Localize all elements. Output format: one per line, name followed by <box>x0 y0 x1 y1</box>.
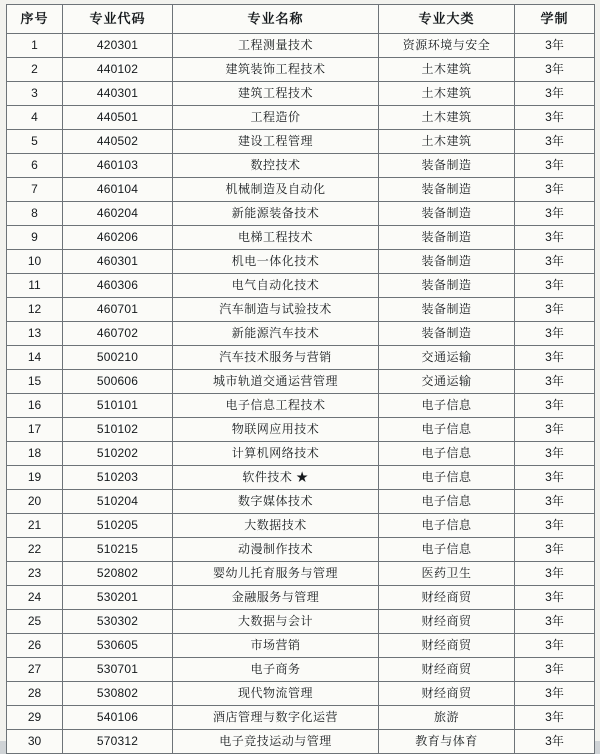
cell-years: 3年 <box>515 658 595 682</box>
table-row <box>7 658 595 682</box>
cell-index: 14 <box>7 346 63 370</box>
cell-name: 数控技术 <box>173 154 379 178</box>
cell-years: 3年 <box>515 298 595 322</box>
cell-years: 3年 <box>515 274 595 298</box>
cell-code: 570312 <box>63 730 173 754</box>
cell-years: 3年 <box>515 634 595 658</box>
table-row <box>7 394 595 418</box>
cell-index: 19 <box>7 466 63 490</box>
cell-years: 3年 <box>515 82 595 106</box>
table-row <box>7 610 595 634</box>
cell-name: 建设工程管理 <box>173 130 379 154</box>
cell-index: 16 <box>7 394 63 418</box>
cell-category: 电子信息 <box>379 514 515 538</box>
table-row <box>7 586 595 610</box>
table-row <box>7 418 595 442</box>
cell-category: 装备制造 <box>379 298 515 322</box>
cell-years: 3年 <box>515 322 595 346</box>
table-row <box>7 34 595 58</box>
cell-category: 交通运输 <box>379 370 515 394</box>
column-header-category: 专业大类 <box>379 5 515 34</box>
column-header-code: 专业代码 <box>63 5 173 34</box>
table-row <box>7 106 595 130</box>
cell-years: 3年 <box>515 370 595 394</box>
column-header-name: 专业名称 <box>173 5 379 34</box>
table-row <box>7 634 595 658</box>
majors-table <box>6 4 595 754</box>
table-row <box>7 370 595 394</box>
cell-category: 电子信息 <box>379 490 515 514</box>
cell-code: 520802 <box>63 562 173 586</box>
cell-category: 土木建筑 <box>379 82 515 106</box>
cell-category: 财经商贸 <box>379 634 515 658</box>
table-header <box>7 5 595 34</box>
cell-name: 电梯工程技术 <box>173 226 379 250</box>
cell-code: 440502 <box>63 130 173 154</box>
cell-category: 土木建筑 <box>379 130 515 154</box>
cell-code: 460702 <box>63 322 173 346</box>
cell-index: 4 <box>7 106 63 130</box>
cell-code: 530701 <box>63 658 173 682</box>
cell-category: 医药卫生 <box>379 562 515 586</box>
cell-name: 大数据与会计 <box>173 610 379 634</box>
cell-name: 电子信息工程技术 <box>173 394 379 418</box>
cell-name: 物联网应用技术 <box>173 418 379 442</box>
cell-name: 动漫制作技术 <box>173 538 379 562</box>
cell-index: 30 <box>7 730 63 754</box>
cell-index: 1 <box>7 34 63 58</box>
cell-index: 28 <box>7 682 63 706</box>
cell-index: 21 <box>7 514 63 538</box>
cell-index: 8 <box>7 202 63 226</box>
cell-name: 电子商务 <box>173 658 379 682</box>
cell-index: 22 <box>7 538 63 562</box>
cell-code: 530201 <box>63 586 173 610</box>
cell-years: 3年 <box>515 706 595 730</box>
table-row <box>7 538 595 562</box>
cell-years: 3年 <box>515 586 595 610</box>
cell-category: 电子信息 <box>379 418 515 442</box>
column-header-index: 序号 <box>7 5 63 34</box>
cell-name: 酒店管理与数字化运营 <box>173 706 379 730</box>
cell-years: 3年 <box>515 562 595 586</box>
table-row <box>7 490 595 514</box>
cell-index: 20 <box>7 490 63 514</box>
table-row <box>7 346 595 370</box>
cell-category: 装备制造 <box>379 154 515 178</box>
cell-category: 电子信息 <box>379 538 515 562</box>
cell-code: 530302 <box>63 610 173 634</box>
cell-category: 装备制造 <box>379 226 515 250</box>
table-row <box>7 202 595 226</box>
cell-index: 24 <box>7 586 63 610</box>
cell-years: 3年 <box>515 346 595 370</box>
table-row <box>7 274 595 298</box>
cell-code: 460306 <box>63 274 173 298</box>
cell-years: 3年 <box>515 730 595 754</box>
table-row <box>7 250 595 274</box>
cell-years: 3年 <box>515 154 595 178</box>
cell-code: 500606 <box>63 370 173 394</box>
cell-code: 510205 <box>63 514 173 538</box>
cell-name: 大数据技术 <box>173 514 379 538</box>
cell-index: 5 <box>7 130 63 154</box>
cell-code: 440501 <box>63 106 173 130</box>
cell-code: 460204 <box>63 202 173 226</box>
cell-years: 3年 <box>515 442 595 466</box>
cell-years: 3年 <box>515 58 595 82</box>
cell-category: 旅游 <box>379 706 515 730</box>
cell-index: 7 <box>7 178 63 202</box>
table-row <box>7 298 595 322</box>
cell-years: 3年 <box>515 682 595 706</box>
cell-name: 建筑工程技术 <box>173 82 379 106</box>
cell-name: 电子竞技运动与管理 <box>173 730 379 754</box>
cell-category: 财经商贸 <box>379 586 515 610</box>
table-row <box>7 58 595 82</box>
cell-index: 25 <box>7 610 63 634</box>
cell-index: 3 <box>7 82 63 106</box>
cell-code: 540106 <box>63 706 173 730</box>
cell-name: 汽车制造与试验技术 <box>173 298 379 322</box>
cell-category: 装备制造 <box>379 250 515 274</box>
cell-category: 电子信息 <box>379 466 515 490</box>
cell-category: 财经商贸 <box>379 610 515 634</box>
table-row <box>7 154 595 178</box>
cell-index: 12 <box>7 298 63 322</box>
cell-years: 3年 <box>515 418 595 442</box>
cell-years: 3年 <box>515 514 595 538</box>
cell-name: 工程造价 <box>173 106 379 130</box>
cell-index: 26 <box>7 634 63 658</box>
cell-name: 软件技术 ★ <box>173 466 379 490</box>
cell-years: 3年 <box>515 34 595 58</box>
cell-code: 500210 <box>63 346 173 370</box>
cell-name: 建筑装饰工程技术 <box>173 58 379 82</box>
cell-years: 3年 <box>515 394 595 418</box>
table-row <box>7 82 595 106</box>
table-row <box>7 562 595 586</box>
cell-years: 3年 <box>515 250 595 274</box>
cell-years: 3年 <box>515 226 595 250</box>
cell-index: 18 <box>7 442 63 466</box>
cell-years: 3年 <box>515 106 595 130</box>
cell-category: 资源环境与安全 <box>379 34 515 58</box>
cell-name: 工程测量技术 <box>173 34 379 58</box>
cell-category: 财经商贸 <box>379 658 515 682</box>
cell-code: 530605 <box>63 634 173 658</box>
table-row <box>7 178 595 202</box>
cell-index: 11 <box>7 274 63 298</box>
table-row <box>7 322 595 346</box>
cell-code: 460206 <box>63 226 173 250</box>
cell-code: 510203 <box>63 466 173 490</box>
cell-years: 3年 <box>515 610 595 634</box>
cell-category: 装备制造 <box>379 202 515 226</box>
table-row <box>7 682 595 706</box>
table-row <box>7 130 595 154</box>
table-row <box>7 730 595 754</box>
cell-code: 440301 <box>63 82 173 106</box>
cell-name: 金融服务与管理 <box>173 586 379 610</box>
cell-code: 530802 <box>63 682 173 706</box>
cell-code: 460104 <box>63 178 173 202</box>
cell-name: 电气自动化技术 <box>173 274 379 298</box>
cell-index: 9 <box>7 226 63 250</box>
table-row <box>7 226 595 250</box>
table-header-row <box>7 5 595 34</box>
cell-code: 510204 <box>63 490 173 514</box>
cell-category: 土木建筑 <box>379 106 515 130</box>
cell-category: 装备制造 <box>379 322 515 346</box>
cell-name: 新能源装备技术 <box>173 202 379 226</box>
cell-code: 460301 <box>63 250 173 274</box>
table-row <box>7 514 595 538</box>
cell-name: 新能源汽车技术 <box>173 322 379 346</box>
cell-code: 440102 <box>63 58 173 82</box>
cell-years: 3年 <box>515 490 595 514</box>
cell-index: 17 <box>7 418 63 442</box>
cell-code: 510102 <box>63 418 173 442</box>
table-row <box>7 442 595 466</box>
cell-index: 2 <box>7 58 63 82</box>
cell-category: 电子信息 <box>379 394 515 418</box>
cell-name: 机电一体化技术 <box>173 250 379 274</box>
column-header-years: 学制 <box>515 5 595 34</box>
cell-years: 3年 <box>515 466 595 490</box>
cell-index: 27 <box>7 658 63 682</box>
cell-name: 城市轨道交通运营管理 <box>173 370 379 394</box>
cell-index: 23 <box>7 562 63 586</box>
cell-name: 现代物流管理 <box>173 682 379 706</box>
cell-index: 10 <box>7 250 63 274</box>
cell-category: 交通运输 <box>379 346 515 370</box>
cell-years: 3年 <box>515 130 595 154</box>
cell-index: 29 <box>7 706 63 730</box>
table-row <box>7 706 595 730</box>
cell-name: 婴幼儿托育服务与管理 <box>173 562 379 586</box>
cell-index: 15 <box>7 370 63 394</box>
cell-code: 510215 <box>63 538 173 562</box>
cell-name: 机械制造及自动化 <box>173 178 379 202</box>
cell-name: 市场营销 <box>173 634 379 658</box>
cell-years: 3年 <box>515 538 595 562</box>
cell-category: 装备制造 <box>379 178 515 202</box>
cell-code: 510101 <box>63 394 173 418</box>
cell-category: 财经商贸 <box>379 682 515 706</box>
cell-code: 460701 <box>63 298 173 322</box>
cell-category: 土木建筑 <box>379 58 515 82</box>
cell-category: 电子信息 <box>379 442 515 466</box>
cell-code: 460103 <box>63 154 173 178</box>
cell-name: 汽车技术服务与营销 <box>173 346 379 370</box>
cell-category: 教育与体育 <box>379 730 515 754</box>
table-row <box>7 466 595 490</box>
cell-name: 数字媒体技术 <box>173 490 379 514</box>
cell-years: 3年 <box>515 178 595 202</box>
cell-code: 420301 <box>63 34 173 58</box>
table-body <box>7 34 595 754</box>
cell-years: 3年 <box>515 202 595 226</box>
cell-name: 计算机网络技术 <box>173 442 379 466</box>
cell-code: 510202 <box>63 442 173 466</box>
cell-index: 6 <box>7 154 63 178</box>
cell-category: 装备制造 <box>379 274 515 298</box>
cell-index: 13 <box>7 322 63 346</box>
